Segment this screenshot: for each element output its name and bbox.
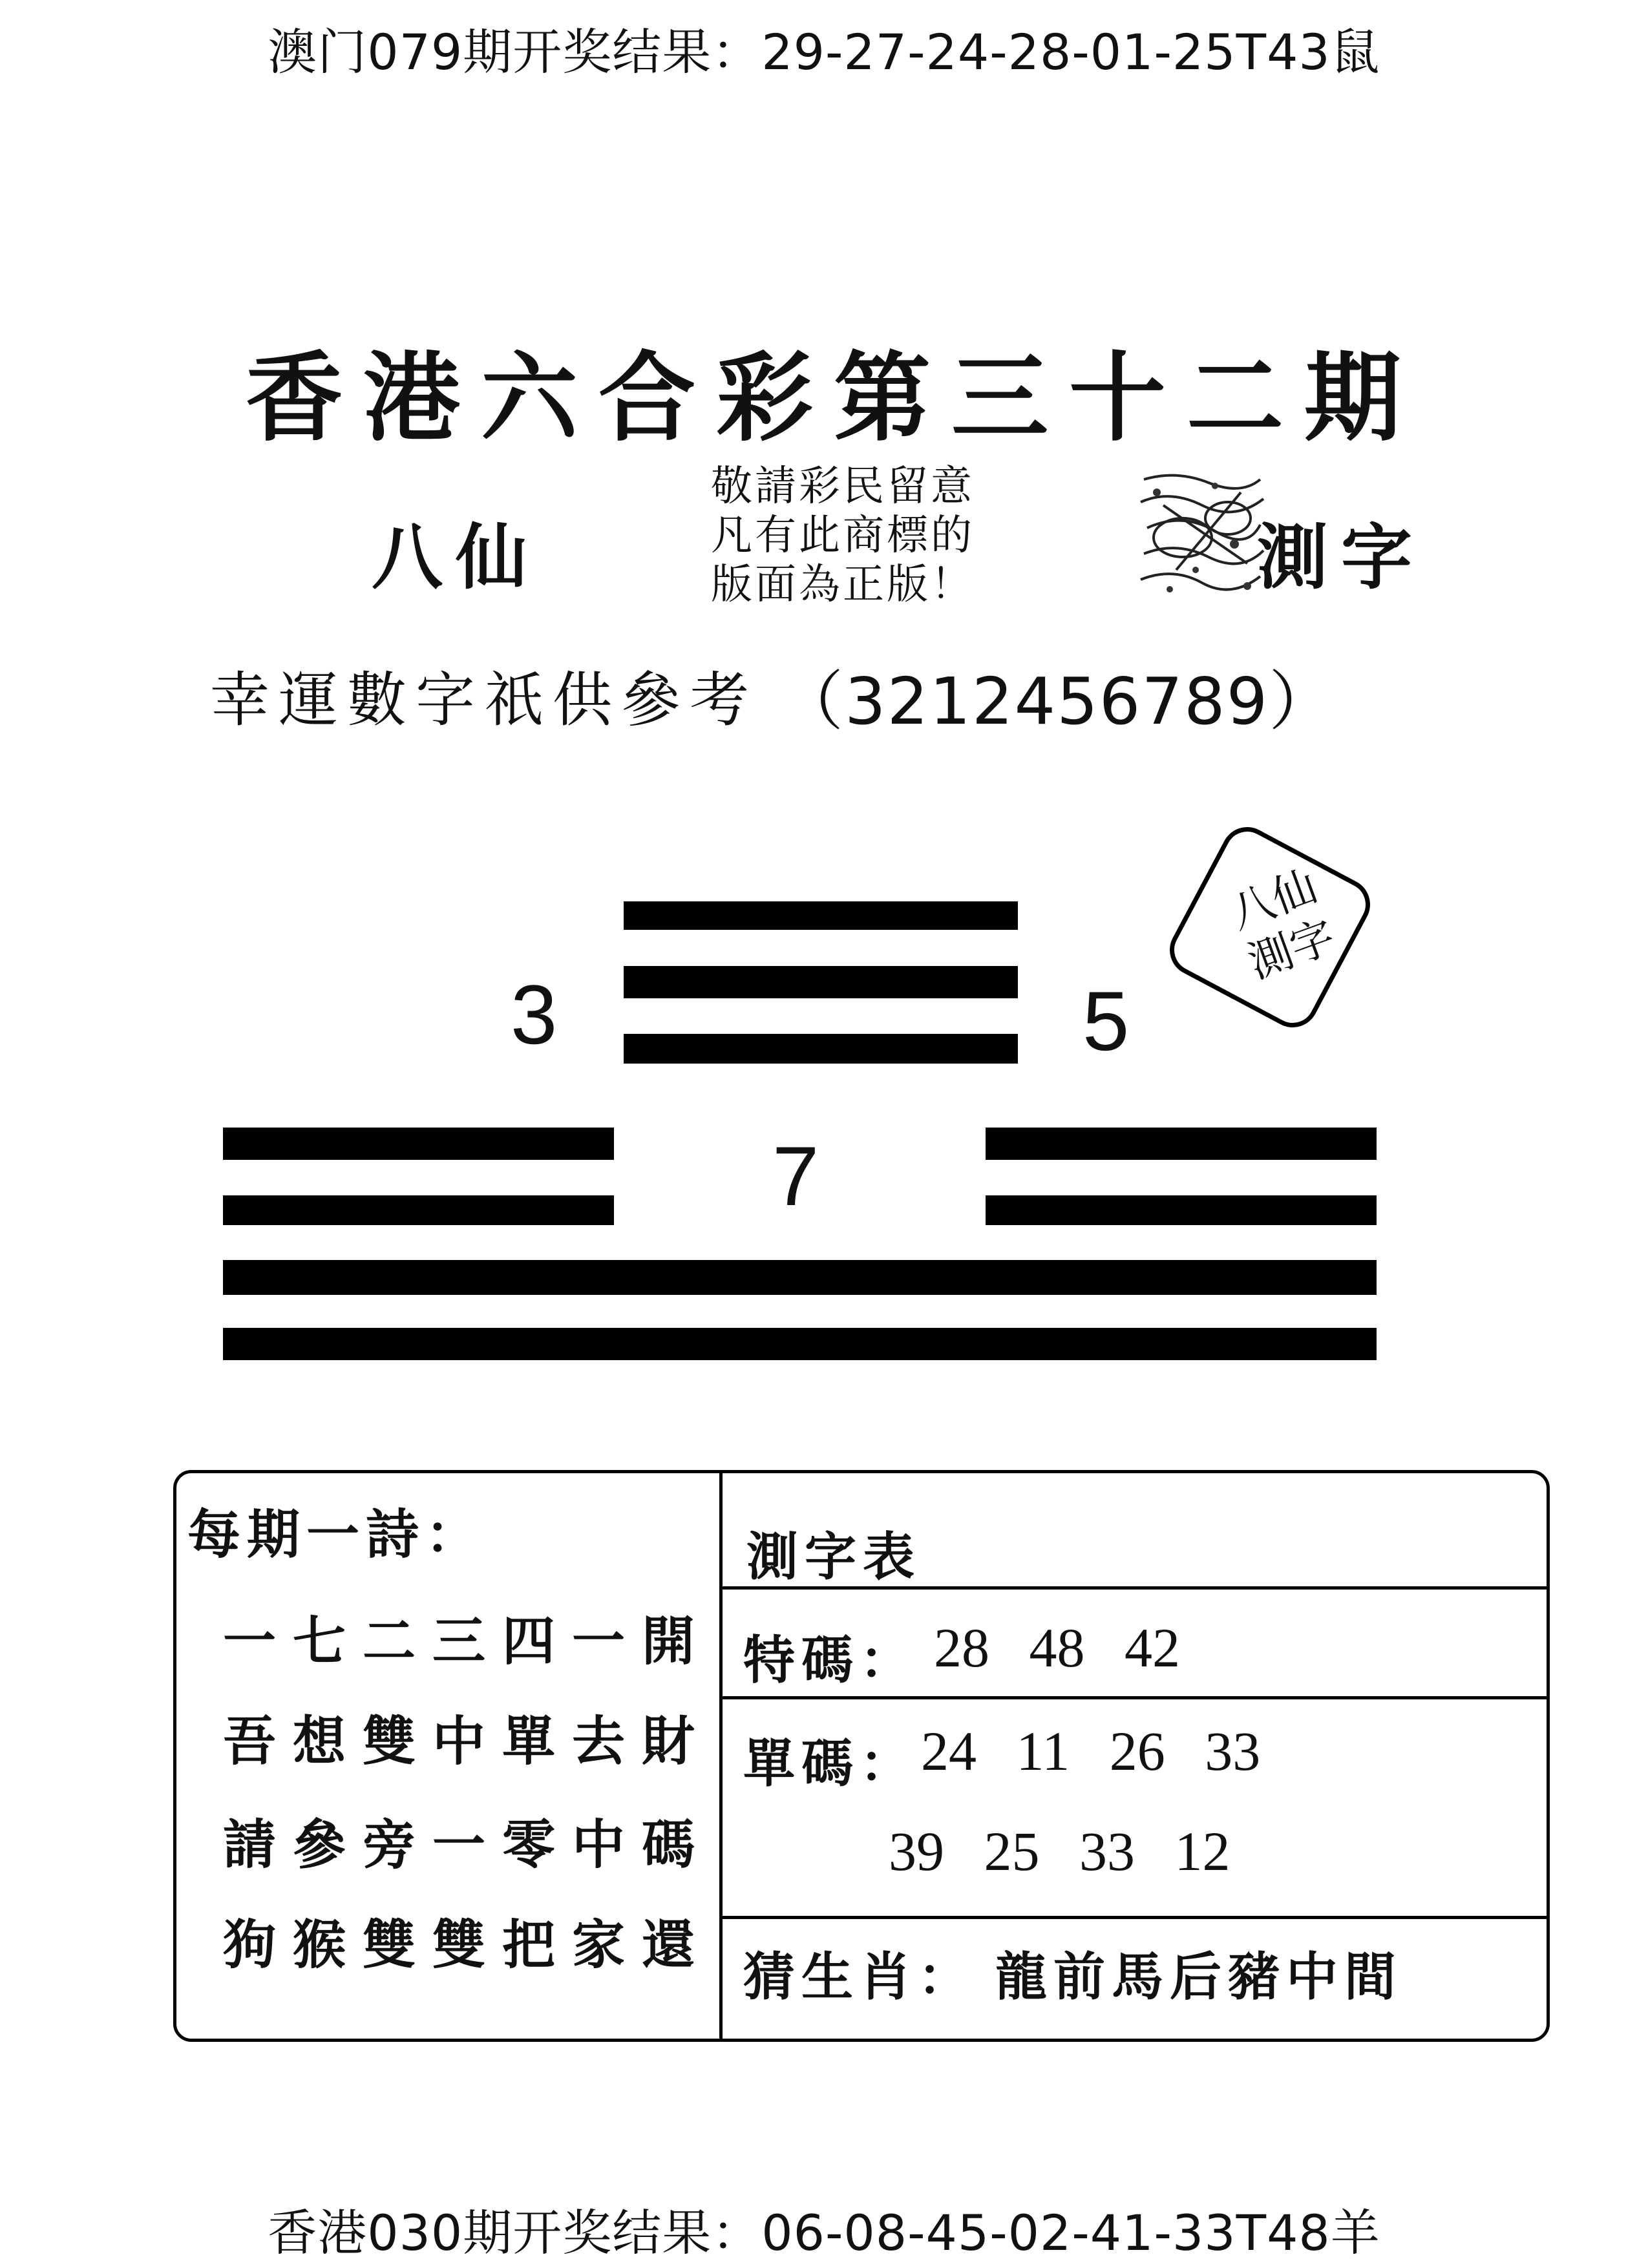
special-numbers: 28 48 42 [934, 1617, 1180, 1679]
zodiac-label: 猜生肖： [743, 1946, 976, 2007]
stamp-line-1: 八仙 [1223, 861, 1324, 940]
zodiac-value: 龍前馬后豬中間 [995, 1946, 1402, 2007]
single-numbers-row-1: 24 11 26 33 [921, 1720, 1261, 1782]
special-number-label: 特碼： [743, 1630, 918, 1690]
trademark-notice [711, 462, 1099, 609]
hexagram-line [624, 966, 1018, 998]
box-divider [719, 1473, 723, 2039]
trigram-number-right: 5 [1083, 974, 1130, 1068]
trigram-number-center: 7 [772, 1129, 819, 1223]
lucky-numbers-value: （3212456789） [779, 664, 1335, 739]
hexagram-line [223, 1260, 1377, 1295]
single-number-label: 單碼： [743, 1733, 918, 1794]
table-title: 測字表 [746, 1526, 921, 1587]
trademark-logo-icon [1137, 467, 1267, 599]
poem-line-4: 狗猴雙雙把家還 [223, 1914, 712, 1976]
notice-line-1: 敬請彩民留意 [711, 463, 975, 510]
hexagram-line-broken-right [986, 1128, 1377, 1160]
hexagram-line-broken-right [986, 1195, 1377, 1225]
page-title: 香港六合彩第三十二期 [246, 341, 1422, 455]
notice-line-3: 版面為正版！ [711, 561, 975, 609]
table-divider [721, 1916, 1548, 1919]
hexagram-line-broken-left [223, 1128, 614, 1160]
stamp-line-2: 測字 [1241, 910, 1342, 989]
notice-line-2: 凡有此商標的 [711, 512, 975, 560]
trigram-number-left: 3 [511, 967, 558, 1062]
table-divider [721, 1696, 1548, 1699]
hexagram-line [624, 1034, 1018, 1064]
hexagram-line [624, 901, 1018, 930]
macau-result-line: 澳门079期开奖结果：29-27-24-28-01-25T43鼠 [268, 23, 1380, 81]
poem-line-1: 一七二三四一開 [223, 1610, 712, 1672]
hexagram-line [223, 1328, 1377, 1360]
poem-title: 每期一詩： [187, 1504, 485, 1566]
lucky-numbers-label: 幸運數字祇供參考 [210, 666, 759, 735]
hexagram-line-broken-left [223, 1195, 614, 1225]
hongkong-result-line: 香港030期开奖结果：06-08-45-02-41-33T48羊 [268, 2204, 1380, 2262]
poem-line-2: 吾想雙中單去財 [223, 1710, 712, 1772]
seal-stamp [1163, 821, 1383, 1040]
brand-left: 八仙 [372, 516, 540, 599]
brand-right: 測字 [1257, 516, 1425, 599]
single-numbers-row-2: 39 25 33 12 [889, 1820, 1231, 1882]
poem-line-3: 請參旁一零中碼 [223, 1814, 712, 1876]
